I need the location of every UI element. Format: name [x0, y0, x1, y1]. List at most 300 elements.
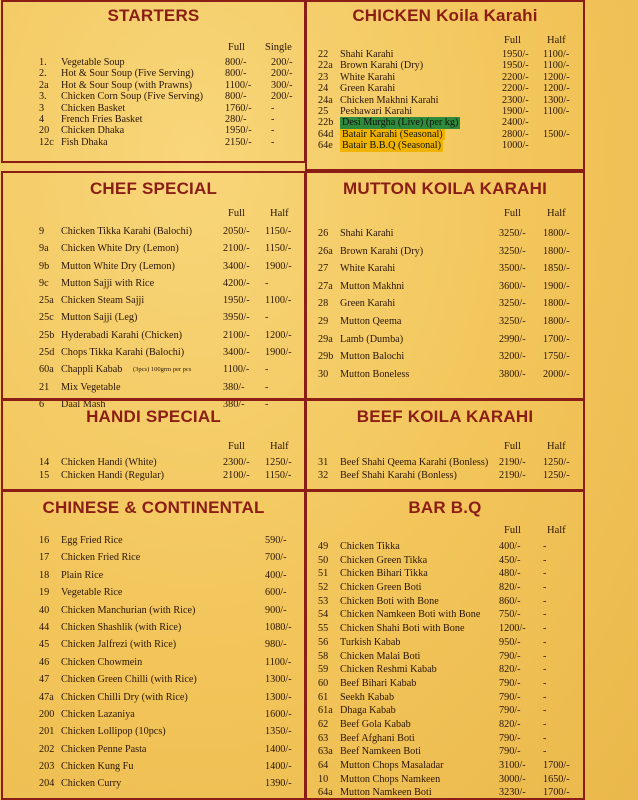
item-price-full: 2300/-: [502, 94, 529, 106]
item-price-full: 3500/-: [499, 263, 526, 275]
item-price-half: 1900/-: [543, 280, 570, 292]
menu-item-row: [307, 366, 583, 384]
item-price-half: 1800/-: [543, 315, 570, 327]
item-list: [3, 57, 304, 148]
item-name: Chicken Boti with Bone: [340, 595, 439, 607]
item-price-full: 2100/-: [223, 243, 250, 255]
item-code: 40: [39, 604, 50, 616]
item-price-full: 590/-: [265, 535, 287, 546]
item-price-half: -: [265, 381, 269, 393]
item-list: [307, 540, 583, 800]
item-code: 202: [39, 743, 55, 755]
item-code: 52: [318, 582, 329, 594]
item-price-full: 800/-: [225, 68, 247, 80]
item-price-full: 3250/-: [499, 315, 526, 327]
item-name: Mutton White Dry (Lemon): [61, 260, 175, 272]
item-name: Chicken Curry: [61, 778, 122, 790]
item-name: Chicken Makhni Karahi: [340, 94, 439, 106]
item-price-full: 380/-: [223, 398, 245, 410]
item-name: Hot & Sour Soup (Five Serving): [61, 68, 194, 80]
item-price-full: 450/-: [499, 554, 521, 566]
item-price-full: 3000/-: [499, 773, 526, 785]
item-price-half: 1200/-: [543, 83, 570, 95]
item-price-full: 2050/-: [223, 226, 250, 237]
item-code: 58: [318, 650, 329, 662]
item-code: 56: [318, 636, 329, 648]
item-name: Chicken Penne Pasta: [61, 743, 147, 755]
item-code: 62: [318, 718, 329, 730]
item-price-full: 1100/-: [225, 79, 252, 91]
item-price-full: 1200/-: [499, 623, 526, 635]
item-name: Mutton Chops Namkeen: [340, 773, 441, 785]
menu-item-row: [307, 650, 583, 664]
item-name: Green Karahi: [340, 83, 396, 95]
item-name: Chicken Malai Boti: [340, 650, 421, 662]
item-name: Dhaga Kabab: [340, 705, 396, 717]
item-price-half: 300/-: [271, 79, 293, 91]
col-full-header: Full: [228, 42, 245, 53]
item-price-half: -: [543, 595, 547, 607]
menu-item-row: [3, 223, 304, 240]
item-price-full: 800/-: [225, 91, 247, 103]
item-price-half: 1100/-: [543, 105, 570, 117]
item-price-half: -: [543, 582, 547, 594]
menu-item-row: [3, 654, 304, 671]
item-code: 9a: [39, 243, 49, 255]
item-code: 63: [318, 732, 329, 744]
item-price-full: 950/-: [499, 636, 521, 648]
menu-item-row: [307, 663, 583, 677]
item-name: Chicken Dhaka: [61, 125, 125, 137]
item-name: Beef Gola Kabab: [340, 718, 411, 730]
item-code: 14: [39, 457, 50, 468]
menu-item-row: [3, 327, 304, 344]
item-price-half: -: [543, 691, 547, 703]
menu-item-row: [3, 671, 304, 688]
item-price-half: 1800/-: [543, 245, 570, 257]
item-price-half: 1150/-: [265, 243, 292, 255]
item-name: Chicken Tikka Karahi (Balochi): [61, 226, 192, 237]
item-name: Chicken Reshmi Kabab: [340, 664, 437, 676]
item-price-full: 790/-: [499, 650, 521, 662]
item-note: (3pcs) 100grm per pcs: [133, 366, 192, 374]
menu-item-row: [307, 348, 583, 366]
item-price-full: 980/-: [265, 639, 287, 651]
item-code: 26: [318, 228, 329, 239]
item-price-full: 820/-: [499, 718, 521, 730]
item-price-half: -: [543, 718, 547, 730]
item-name: Chicken Steam Sajji: [61, 295, 145, 307]
item-code: 4: [39, 113, 45, 125]
item-price-full: 3800/-: [499, 368, 526, 380]
item-price-half: 1250/-: [265, 457, 292, 468]
item-name: Daal Mash: [61, 398, 106, 410]
item-code: 50: [318, 554, 329, 566]
item-name: White Karahi: [340, 263, 396, 275]
menu-item-row: [307, 49, 583, 60]
item-price-half: 1150/-: [265, 226, 292, 237]
item-price-half: -: [543, 732, 547, 744]
item-name: Chicken Tikka: [340, 541, 400, 552]
item-price-half: -: [265, 312, 269, 324]
section-title: MUTTON KOILA KARAHI: [342, 179, 547, 198]
item-price-half: -: [543, 664, 547, 676]
item-name: Chicken Shashlik (with Rice): [61, 621, 182, 633]
item-name: Chicken Namkeen Boti with Bone: [340, 609, 481, 621]
item-name: Vegetable Soup: [61, 57, 125, 68]
item-price-half: 1750/-: [543, 351, 570, 363]
item-list: [3, 532, 304, 793]
item-code: 64d: [318, 128, 334, 140]
item-price-full: 600/-: [265, 587, 287, 599]
menu-item-row: [307, 225, 583, 243]
menu-item-row: [307, 129, 583, 140]
item-name: Mutton Boneless: [340, 368, 410, 380]
menu-item-row: [3, 68, 304, 79]
item-name: Batair B.B.Q (Seasonal): [342, 140, 442, 152]
item-code: 44: [39, 621, 50, 633]
item-price-half: -: [543, 623, 547, 635]
item-price-full: 820/-: [499, 664, 521, 676]
item-price-full: 790/-: [499, 746, 521, 758]
menu-item-row: [3, 456, 304, 469]
item-code: 21: [39, 381, 50, 393]
item-code: 22b: [318, 117, 334, 129]
col-full-header: Full: [504, 208, 521, 219]
menu-item-row: [307, 595, 583, 609]
item-price-half: -: [543, 677, 547, 689]
item-name: Beef Shahi Qeema Karahi (Bonless): [340, 457, 489, 468]
col-full-header: Full: [504, 441, 521, 452]
item-price-half: 1200/-: [543, 71, 570, 83]
item-code: 200: [39, 708, 55, 720]
item-price-full: 3250/-: [499, 245, 526, 257]
item-price-half: -: [543, 705, 547, 717]
item-name: Brown Karahi (Dry): [340, 60, 424, 72]
menu-item-row: [3, 309, 304, 326]
item-name: Fish Dhaka: [61, 136, 108, 148]
item-code: 26a: [318, 245, 333, 257]
item-name: Chicken Fried Rice: [61, 552, 141, 564]
menu-item-row: [307, 243, 583, 261]
item-price-half: -: [271, 125, 275, 137]
item-price-half: 1700/-: [543, 760, 570, 771]
menu-item-row: [307, 260, 583, 278]
item-name: Green Karahi: [340, 298, 396, 310]
item-code: 9b: [39, 260, 50, 272]
item-code: 46: [39, 656, 50, 668]
item-list: [3, 223, 304, 413]
item-name: Chicken White Dry (Lemon): [61, 243, 179, 255]
item-price-full: 3400/-: [223, 260, 250, 272]
menu-item-row: [307, 567, 583, 581]
item-price-half: -: [271, 102, 275, 114]
item-code: 29: [318, 315, 329, 327]
menu-item-row: [307, 313, 583, 331]
item-code: 24: [318, 83, 329, 95]
item-code: 2.: [39, 68, 47, 80]
col-half-header: Half: [270, 441, 289, 452]
item-name: Chicken Basket: [61, 102, 126, 114]
menu-item-row: [307, 677, 583, 691]
item-price-half: 1250/-: [543, 470, 570, 481]
item-price-half: 1250/-: [543, 457, 570, 468]
menu-item-row: [307, 95, 583, 106]
item-code: 61a: [318, 705, 333, 717]
item-price-full: 900/-: [265, 604, 287, 616]
menu-item-row: [3, 57, 304, 68]
item-code: 23: [318, 71, 329, 83]
item-price-full: 790/-: [499, 691, 521, 703]
item-name: French Fries Basket: [61, 113, 143, 125]
item-price-half: -: [543, 636, 547, 648]
section-starters: [1, 0, 306, 163]
item-price-full: 3200/-: [499, 351, 526, 363]
item-price-full: 1900/-: [502, 105, 529, 117]
menu-item-row: [307, 295, 583, 313]
menu-item-row: [307, 636, 583, 650]
item-price-full: 1950/-: [502, 60, 529, 72]
section-title: HANDI SPECIAL: [86, 407, 221, 426]
section-chinese-continental: [1, 490, 306, 800]
item-code: 203: [39, 761, 55, 773]
item-price-full: 2190/-: [499, 470, 526, 481]
item-price-full: 2800/-: [502, 128, 529, 140]
item-price-full: 1400/-: [265, 761, 292, 773]
section-chef-special: [1, 171, 306, 410]
item-price-full: 820/-: [499, 582, 521, 594]
col-full-header: Full: [228, 208, 245, 219]
item-code: 17: [39, 552, 50, 564]
item-price-half: 2000/-: [543, 368, 570, 380]
item-list: [3, 456, 304, 482]
menu-item-row: [307, 786, 583, 800]
section-title: CHINESE & CONTINENTAL: [42, 498, 265, 517]
item-price-half: -: [543, 554, 547, 566]
menu-item-row: [307, 622, 583, 636]
item-price-full: 2990/-: [499, 333, 526, 345]
col-full-header: Full: [228, 441, 245, 452]
item-price-full: 3600/-: [499, 280, 526, 292]
item-code: 47a: [39, 691, 54, 703]
item-price-full: 860/-: [499, 595, 521, 607]
item-name: Hyderabadi Karahi (Chicken): [61, 329, 183, 341]
item-code: 55: [318, 623, 329, 635]
col-full-header: Full: [504, 35, 521, 46]
item-price-full: 2190/-: [499, 457, 526, 468]
item-name: Chicken Green Chilli (with Rice): [61, 674, 197, 686]
item-price-full: 3230/-: [499, 787, 526, 799]
item-name: Hot & Sour Soup (with Prawns): [61, 79, 193, 91]
menu-item-row: [3, 292, 304, 309]
col-half-header: Half: [270, 208, 289, 219]
item-code: 59: [318, 664, 329, 676]
item-price-full: 1390/-: [265, 778, 292, 790]
item-price-full: 2100/-: [223, 329, 250, 341]
item-price-half: 1150/-: [265, 470, 292, 481]
item-price-half: -: [271, 113, 275, 125]
item-price-half: -: [543, 746, 547, 758]
item-code: 25a: [39, 295, 54, 307]
item-name: Chicken Jalfrezi (with Rice): [61, 639, 177, 651]
col-single-header: Single: [265, 42, 292, 53]
item-code: 32: [318, 470, 329, 481]
item-name: Egg Fried Rice: [61, 535, 123, 546]
item-price-full: 3400/-: [223, 347, 250, 359]
item-price-full: 790/-: [499, 705, 521, 717]
item-name: Vegetable Rice: [61, 587, 123, 599]
item-price-half: -: [543, 541, 547, 552]
menu-item-row: [307, 773, 583, 787]
item-name: Chicken Shahi Boti with Bone: [340, 623, 465, 635]
item-name: Mutton Namkeen Boti: [340, 787, 432, 799]
item-code: 3.: [39, 91, 47, 103]
item-code: 25c: [39, 312, 54, 324]
item-price-full: 4200/-: [223, 277, 250, 289]
menu-item-row: [307, 554, 583, 568]
menu-item-row: [307, 60, 583, 71]
item-name: Chicken Lazaniya: [61, 708, 135, 720]
menu-item-row: [3, 240, 304, 257]
menu-item-row: [3, 584, 304, 601]
item-name: Batair Karahi (Seasonal): [342, 128, 443, 140]
item-name: Mix Vegetable: [61, 381, 121, 393]
item-code: 27a: [318, 280, 333, 292]
item-price-full: 3100/-: [499, 760, 526, 771]
menu-item-row: [3, 567, 304, 584]
item-code: 22: [318, 49, 329, 60]
item-price-full: 1950/-: [223, 295, 250, 307]
menu-item-row: [3, 619, 304, 636]
item-code: 47: [39, 674, 50, 686]
item-name: Mutton Qeema: [340, 315, 402, 327]
item-list: [307, 49, 583, 152]
item-code: 51: [318, 568, 329, 580]
item-code: 27: [318, 263, 329, 275]
item-price-half: -: [265, 364, 269, 376]
item-price-full: 2100/-: [223, 470, 250, 481]
item-name: Chops Tikka Karahi (Balochi): [61, 347, 185, 359]
item-price-full: 1300/-: [265, 674, 292, 686]
item-name: Chicken Lollipop (10pcs): [61, 726, 166, 738]
item-name: Chicken Green Boti: [340, 582, 422, 594]
menu-item-row: [307, 704, 583, 718]
item-name: Chicken Handi (White): [61, 457, 157, 468]
item-name: Mutton Chops Masaladar: [340, 760, 444, 771]
section-beef-karahi: [305, 399, 585, 491]
item-code: 20: [39, 125, 50, 137]
item-price-half: -: [543, 609, 547, 621]
menu-item-row: [3, 775, 304, 792]
item-name: Seekh Kabab: [340, 691, 395, 703]
item-name: Chicken Chowmein: [61, 656, 143, 668]
item-code: 10: [318, 773, 329, 785]
item-price-half: 1700/-: [543, 787, 570, 799]
item-code: 29b: [318, 351, 334, 363]
menu-item-row: [307, 140, 583, 151]
item-name: Chicken Kung Fu: [61, 761, 134, 773]
item-name: Turkish Kabab: [340, 636, 401, 648]
item-name: Chicken Corn Soup (Five Serving): [61, 91, 204, 103]
item-code: 31: [318, 457, 329, 468]
item-code: 45: [39, 639, 50, 651]
item-price-full: 480/-: [499, 568, 521, 580]
item-price-full: 1950/-: [225, 125, 252, 137]
item-price-full: 3250/-: [499, 298, 526, 310]
item-price-half: 1300/-: [543, 94, 570, 106]
menu-item-row: [3, 706, 304, 723]
item-price-full: 3950/-: [223, 312, 250, 324]
item-code: 64: [318, 760, 329, 771]
col-half-header: Half: [547, 525, 566, 536]
item-code: 9c: [39, 277, 49, 289]
menu-item-row: [307, 745, 583, 759]
item-price-half: 1100/-: [265, 295, 292, 307]
item-price-full: 790/-: [499, 677, 521, 689]
item-name: Mutton Sajji with Rice: [61, 277, 155, 289]
section-title: STARTERS: [107, 6, 200, 25]
item-price-full: 700/-: [265, 552, 287, 564]
item-price-half: 1500/-: [543, 128, 570, 140]
item-code: 25d: [39, 347, 55, 359]
menu-item-row: [307, 540, 583, 554]
menu-item-row: [3, 361, 304, 378]
item-list: [307, 456, 583, 482]
item-price-half: -: [543, 568, 547, 580]
item-code: 30: [318, 368, 329, 380]
item-price-half: -: [265, 277, 269, 289]
item-name: Chicken Chilli Dry (with Rice): [61, 691, 188, 703]
section-title: CHICKEN Koila Karahi: [352, 6, 538, 25]
item-code: 201: [39, 726, 55, 738]
section-mutton-karahi: [305, 171, 585, 400]
item-code: 28: [318, 298, 329, 310]
item-code: 60: [318, 677, 329, 689]
item-price-half: 200/-: [271, 68, 293, 80]
item-code: 12c: [39, 136, 54, 148]
item-name: Shahi Karahi: [340, 228, 394, 239]
item-price-full: 2150/-: [225, 136, 252, 148]
item-name: Beef Afghani Boti: [340, 732, 415, 744]
item-name: Chicken Bihari Tikka: [340, 568, 428, 580]
menu-item-row: [3, 258, 304, 275]
item-price-full: 1350/-: [265, 726, 292, 738]
item-price-full: 400/-: [499, 541, 521, 552]
item-code: 64a: [318, 787, 333, 799]
item-code: 24a: [318, 94, 333, 106]
item-price-full: 2200/-: [502, 83, 529, 95]
item-price-half: 200/-: [271, 57, 293, 68]
menu-item-row: [3, 125, 304, 136]
item-price-half: -: [265, 398, 269, 410]
item-price-full: 280/-: [225, 113, 247, 125]
item-price-full: 1100/-: [265, 656, 292, 668]
item-price-full: 750/-: [499, 609, 521, 621]
col-half-header: Half: [547, 35, 566, 46]
item-price-half: -: [543, 650, 547, 662]
menu-item-row: [307, 581, 583, 595]
section-title: BAR B.Q: [408, 498, 482, 517]
item-code: 1.: [39, 57, 47, 68]
item-name: Desi Murgha (Live) (per kg): [342, 117, 459, 129]
item-price-full: 1100/-: [223, 364, 250, 376]
menu-item-row: [307, 331, 583, 349]
menu-item-row: [3, 80, 304, 91]
item-code: 25: [318, 105, 329, 117]
item-name: Chicken Green Tikka: [340, 554, 428, 566]
item-name: Chappli Kabab: [61, 364, 123, 376]
item-price-full: 2200/-: [502, 71, 529, 83]
